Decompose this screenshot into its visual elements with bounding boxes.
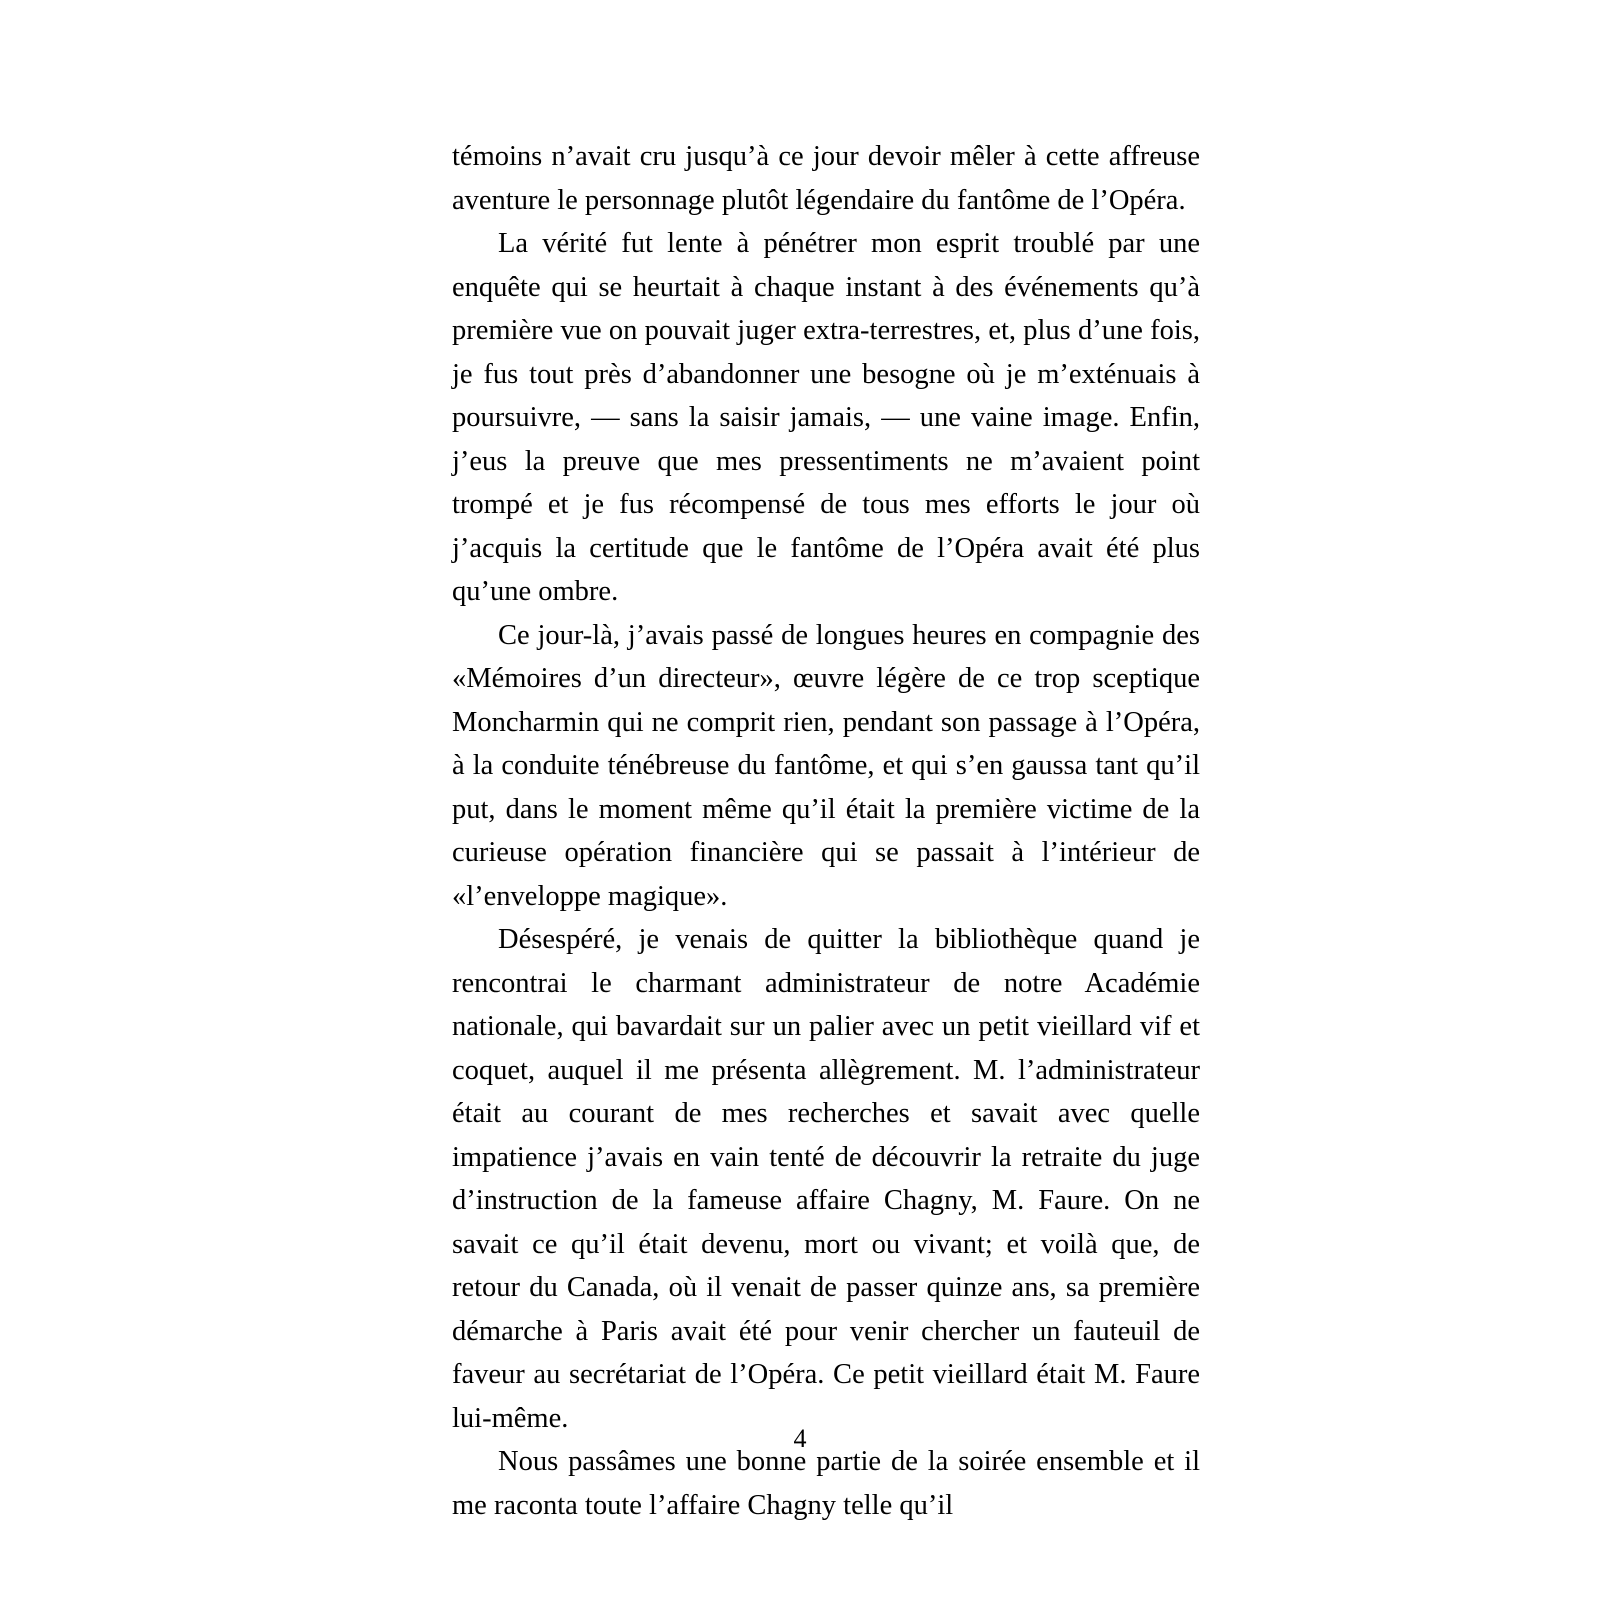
paragraph-1: témoins n’avait cru jusqu’à ce jour devoir mêler à cette affreuse aventure le personnage plutôt légendaire du fantôme de l’Opéra. xyxy=(452,141,1200,216)
paragraph-2: La vérité fut lente à pénétrer mon esprit troublé par une enquête qui se heurtait à chaque instant à des événements qu’à première vue on pouvait juger extra-terrestres, et, plus d’une fois, je fus tout près d’abandonner une besogne où je m’exténuais à poursuivre, — sans la saisir jamais, — une vaine image. Enfin, j’eus la preuve que mes pressentiments ne m’avaient point trompé et je fus récompensé de tous mes efforts le jour où j’acquis la certitude que le fantôme de l’Opéra avait été plus qu’une ombre. xyxy=(452,228,1200,607)
page-number: 4 xyxy=(793,1424,807,1453)
paragraph-4: Désespéré, je venais de quitter la bibliothèque quand je rencontrai le charmant administrateur de notre Académie nationale, qui bavardait sur un palier avec un petit vieillard vif et coquet, auquel il me présenta allègrement. M. l’administrateur était au courant de mes recherches et savait avec quelle impatience j’avais en vain tenté de découvrir la retraite du juge d’instruction de la fameuse affaire Chagny, M. Faure. On ne savait ce qu’il était devenu, mort ou vivant; et voilà que, de retour du Canada, où il venait de passer quinze ans, sa première démarche à Paris avait été pour venir chercher un fauteuil de faveur au secrétariat de l’Opéra. Ce petit vieillard était M. Faure lui-même. xyxy=(452,924,1200,1434)
paragraph-3: Ce jour-là, j’avais passé de longues heures en compagnie des «Mémoires d’un directeur», œuvre légère de ce trop sceptique Moncharmin qui ne comprit rien, pendant son passage à l’Opéra, à la conduite ténébreuse du fantôme, et qui s’en gaussa tant qu’il put, dans le moment même qu’il était la première victime de la curieuse opération financière qui se passait à l’intérieur de «l’enveloppe magique». xyxy=(452,619,1200,912)
body-text-column xyxy=(452,135,1200,1527)
paragraph-5: Nous passâmes une bonne partie de la soirée ensemble et il me raconta toute l’affaire Chagny telle qu’il xyxy=(452,1446,1200,1521)
